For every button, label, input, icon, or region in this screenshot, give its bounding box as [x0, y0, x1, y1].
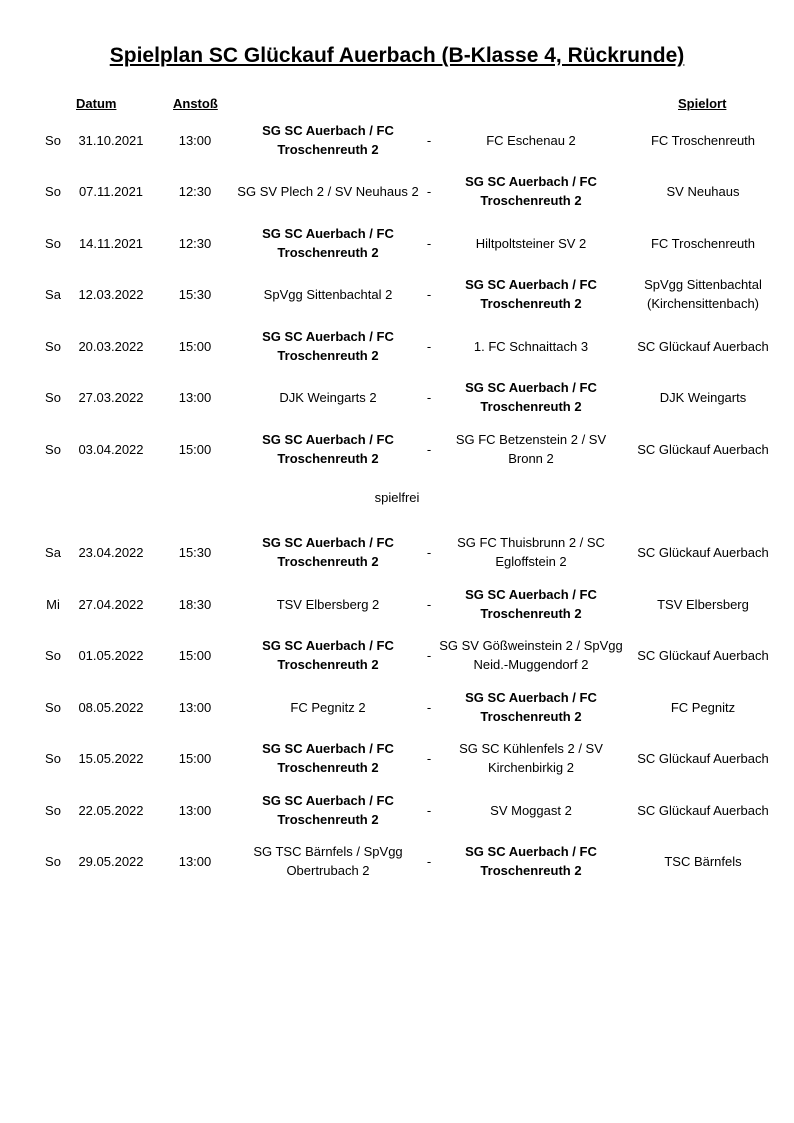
- match-away-team: SV Moggast 2: [490, 802, 572, 818]
- table-row: [0, 425, 794, 473]
- match-day: Sa: [45, 544, 61, 560]
- match-home-team: SG SC Auerbach / FC Troschenreuth 2: [262, 535, 394, 569]
- table-row: [0, 322, 794, 370]
- match-date: 01.05.2022: [78, 647, 144, 663]
- match-day: So: [45, 853, 61, 869]
- match-date: 14.11.2021: [78, 235, 144, 251]
- match-date: 29.05.2022: [78, 853, 144, 869]
- match-day: So: [45, 802, 61, 818]
- match-separator: -: [426, 802, 432, 818]
- table-row: [0, 219, 794, 267]
- table-row: [0, 631, 794, 679]
- match-away-team: SG SV Gößweinstein 2 / SpVgg Neid.-Muggendorf 2: [439, 638, 623, 672]
- match-home-team: SG SV Plech 2 / SV Neuhaus 2: [237, 183, 419, 199]
- match-away-team: SG SC Auerbach / FC Troschenreuth 2: [465, 587, 597, 621]
- match-away-team: SG SC Kühlenfels 2 / SV Kirchenbirkig 2: [459, 741, 603, 775]
- match-separator: -: [426, 596, 432, 612]
- match-kickoff: 12:30: [178, 235, 212, 251]
- match-away-team: Hiltpoltsteiner SV 2: [475, 235, 587, 251]
- match-home-team: SG SC Auerbach / FC Troschenreuth 2: [262, 123, 394, 157]
- match-date: 03.04.2022: [78, 441, 144, 457]
- match-day: So: [45, 699, 61, 715]
- match-separator: -: [426, 183, 432, 199]
- match-kickoff: 15:30: [178, 286, 212, 302]
- match-date: 15.05.2022: [78, 750, 144, 766]
- match-separator: -: [426, 699, 432, 715]
- match-venue: SV Neuhaus: [666, 183, 740, 199]
- match-date: 27.03.2022: [78, 389, 144, 405]
- match-day: Sa: [45, 286, 61, 302]
- table-row: [0, 270, 794, 318]
- match-venue: SC Glückauf Auerbach: [637, 338, 769, 354]
- match-day: So: [45, 389, 61, 405]
- match-venue: FC Pegnitz: [670, 699, 736, 715]
- match-separator: -: [426, 647, 432, 663]
- match-kickoff: 13:00: [178, 853, 212, 869]
- match-separator: -: [426, 544, 432, 560]
- match-date: 07.11.2021: [78, 183, 144, 199]
- match-kickoff: 15:00: [178, 441, 212, 457]
- match-kickoff: 15:00: [178, 338, 212, 354]
- match-kickoff: 13:00: [178, 802, 212, 818]
- match-away-team: SG FC Thuisbrunn 2 / SC Egloffstein 2: [457, 535, 605, 569]
- match-day: So: [45, 647, 61, 663]
- match-date: 08.05.2022: [78, 699, 144, 715]
- match-venue: FC Troschenreuth: [650, 132, 756, 148]
- match-day: So: [45, 338, 61, 354]
- match-home-team: SpVgg Sittenbachtal 2: [263, 286, 393, 302]
- match-day: So: [45, 183, 61, 199]
- match-date: 22.05.2022: [78, 802, 144, 818]
- match-home-team: SG SC Auerbach / FC Troschenreuth 2: [262, 638, 394, 672]
- match-date: 20.03.2022: [78, 338, 144, 354]
- match-separator: -: [426, 235, 432, 251]
- match-day: So: [45, 235, 61, 251]
- match-away-team: SG SC Auerbach / FC Troschenreuth 2: [465, 380, 597, 414]
- match-home-team: SG SC Auerbach / FC Troschenreuth 2: [262, 741, 394, 775]
- match-kickoff: 13:00: [178, 389, 212, 405]
- match-venue: SpVgg Sittenbachtal (Kirchensittenbach): [644, 277, 762, 311]
- table-row: [0, 683, 794, 731]
- match-separator: -: [426, 750, 432, 766]
- match-venue: SC Glückauf Auerbach: [637, 647, 769, 663]
- match-kickoff: 15:30: [178, 544, 212, 560]
- match-separator: -: [426, 389, 432, 405]
- match-venue: TSV Elbersberg: [657, 596, 749, 612]
- match-kickoff: 15:00: [178, 647, 212, 663]
- match-kickoff: 12:30: [178, 183, 212, 199]
- match-away-team: SG FC Betzenstein 2 / SV Bronn 2: [455, 432, 607, 466]
- match-kickoff: 15:00: [178, 750, 212, 766]
- match-date: 23.04.2022: [78, 544, 144, 560]
- match-date: 12.03.2022: [78, 286, 144, 302]
- match-venue: SC Glückauf Auerbach: [637, 441, 769, 457]
- header-venue: Spielort: [678, 96, 727, 111]
- match-venue: FC Troschenreuth: [650, 235, 756, 251]
- match-home-team: SG SC Auerbach / FC Troschenreuth 2: [262, 226, 394, 260]
- header-date: Datum: [76, 96, 117, 111]
- match-home-team: SG SC Auerbach / FC Troschenreuth 2: [262, 793, 394, 827]
- match-venue: DJK Weingarts: [659, 389, 747, 405]
- table-row: [0, 167, 794, 215]
- match-home-team: TSV Elbersberg 2: [276, 596, 380, 612]
- table-row: [0, 837, 794, 885]
- match-away-team: SG SC Auerbach / FC Troschenreuth 2: [465, 844, 597, 878]
- match-kickoff: 18:30: [178, 596, 212, 612]
- match-home-team: DJK Weingarts 2: [279, 389, 377, 405]
- match-separator: -: [426, 132, 432, 148]
- match-day: So: [45, 750, 61, 766]
- header-kickoff: Anstoß: [173, 96, 218, 111]
- match-separator: -: [426, 853, 432, 869]
- match-separator: -: [426, 441, 432, 457]
- table-row: [0, 734, 794, 782]
- match-home-team: SG SC Auerbach / FC Troschenreuth 2: [262, 329, 394, 363]
- match-venue: TSC Bärnfels: [664, 853, 742, 869]
- match-separator: -: [426, 338, 432, 354]
- table-row: [0, 580, 794, 628]
- table-row: [0, 786, 794, 834]
- match-venue: SC Glückauf Auerbach: [637, 802, 769, 818]
- match-kickoff: 13:00: [178, 699, 212, 715]
- match-away-team: SG SC Auerbach / FC Troschenreuth 2: [465, 690, 597, 724]
- match-away-team: SG SC Auerbach / FC Troschenreuth 2: [465, 277, 597, 311]
- match-home-team: SG SC Auerbach / FC Troschenreuth 2: [262, 432, 394, 466]
- match-date: 31.10.2021: [78, 132, 144, 148]
- match-day: So: [45, 132, 61, 148]
- match-kickoff: 13:00: [178, 132, 212, 148]
- table-row: [0, 528, 794, 576]
- match-separator: -: [426, 286, 432, 302]
- match-day: So: [45, 441, 61, 457]
- match-home-team: FC Pegnitz 2: [290, 699, 366, 715]
- free-week-label: spielfrei: [374, 490, 420, 505]
- table-row: [0, 373, 794, 421]
- page-title: Spielplan SC Glückauf Auerbach (B-Klasse 4, Rückrunde): [109, 44, 685, 67]
- match-away-team: FC Eschenau 2: [486, 132, 576, 148]
- match-day: Mi: [46, 596, 60, 612]
- table-row: [0, 116, 794, 164]
- match-away-team: 1. FC Schnaittach 3: [473, 338, 589, 354]
- match-date: 27.04.2022: [78, 596, 144, 612]
- match-away-team: SG SC Auerbach / FC Troschenreuth 2: [465, 174, 597, 208]
- match-venue: SC Glückauf Auerbach: [637, 544, 769, 560]
- match-venue: SC Glückauf Auerbach: [637, 750, 769, 766]
- match-home-team: SG TSC Bärnfels / SpVgg Obertrubach 2: [253, 844, 403, 878]
